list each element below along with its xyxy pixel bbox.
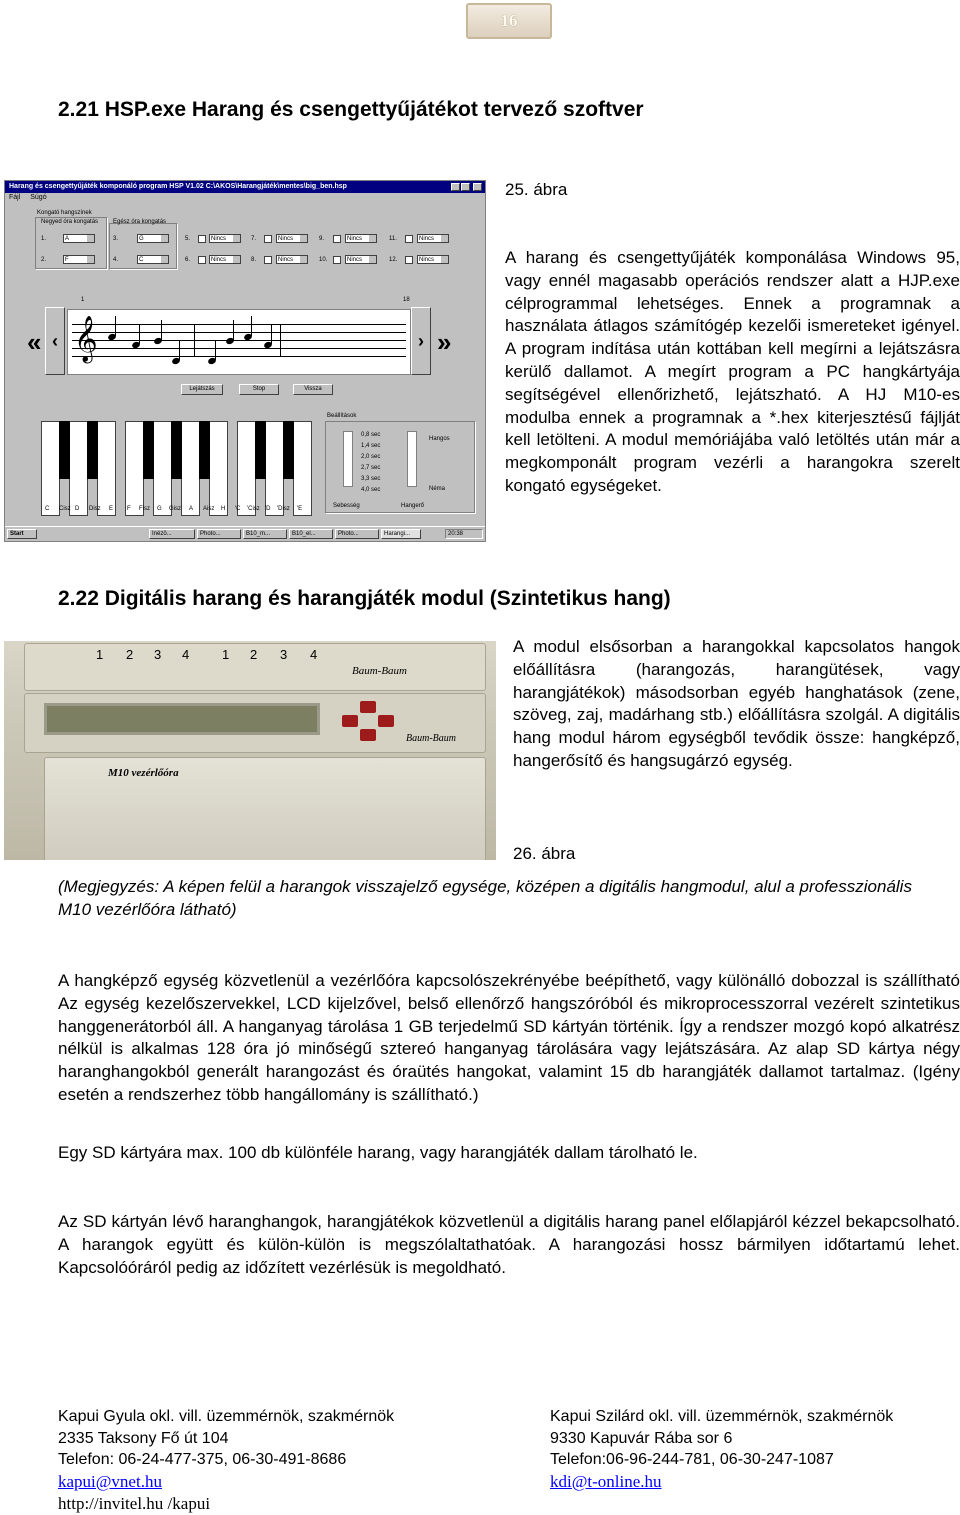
photo-brand: Baum-Baum	[352, 665, 407, 677]
down-button	[360, 729, 376, 741]
back-button[interactable]: Vissza	[293, 384, 333, 395]
photo-label: 3	[154, 647, 162, 662]
slot-select[interactable]: Nincs	[345, 255, 377, 264]
key-label: Gisz	[169, 506, 181, 512]
photo-label: 2	[250, 647, 258, 662]
stop-button[interactable]: Stop	[239, 384, 279, 395]
measure-end: 18	[403, 297, 410, 303]
group1-title: Kongató hangszínek	[37, 210, 92, 216]
slot-select[interactable]: Nincs	[417, 234, 449, 243]
slot-select[interactable]: F	[63, 255, 95, 264]
photo-label: 1	[222, 647, 230, 662]
close-icon[interactable]	[473, 183, 482, 191]
page-number: 16	[500, 11, 518, 30]
slot-num: 12.	[389, 257, 398, 263]
slot-select[interactable]: Nincs	[209, 255, 241, 264]
footer-left	[58, 1406, 528, 1515]
slot-num: 1.	[41, 236, 47, 242]
slot-checkbox[interactable]	[264, 256, 272, 264]
speed-slider[interactable]	[343, 431, 353, 487]
footer-right-address: 9330 Kapuvár Rába sor 6	[550, 1429, 733, 1447]
section1-paragraph: A harang és csengettyűjáték komponálása Windows 95, vagy ennél magasabb operációs rendszer alatt a HJP.exe célprogrammal lehetséges. Ennek a programnak a használata átlagos számítógép kezelői ismereteket igényel. A program indítása után kottában kell megírni a lejátszásra kerülő dallamot. A megírt program a PC hangkártyája segítségével ellenőrizhető, lejátszható. A HJ M10-es modulba ennek a programnak a *.hex kiterjesztésű fájlját kell letölteni. A modul memóriájába való letöltés után már a megkomponált program vezérli a harangokra szerelt kongató egységeket.	[505, 248, 960, 495]
slot-num: 5.	[185, 236, 191, 242]
section-heading-2-21: 2.21 HSP.exe Harang és csengettyűjátékot tervező szoftver	[58, 98, 644, 121]
slot-checkbox[interactable]	[405, 256, 413, 264]
slot-checkbox[interactable]	[333, 235, 341, 243]
figure-25-caption: 25. ábra	[505, 180, 568, 199]
taskbar-item[interactable]: B10_m...	[243, 529, 287, 539]
loud-label: Hangos	[429, 436, 450, 442]
time-label: 0,8 sec	[361, 432, 381, 438]
slot-num: 2.	[41, 257, 47, 263]
slot-select[interactable]: C	[137, 255, 169, 264]
slot-num: 11.	[389, 236, 397, 242]
key-label: G	[157, 506, 162, 512]
paragraph-sd-max: Egy SD kártyára max. 100 db különféle harang, vagy harangjáték dallam tárolható le.	[58, 1143, 698, 1162]
key-label: F	[127, 506, 131, 512]
key-label: E	[109, 506, 114, 512]
menu-file[interactable]: Fájl	[9, 194, 21, 201]
time-label: 4,0 sec	[361, 487, 381, 493]
start-button[interactable]: Start	[7, 529, 37, 539]
slot-select[interactable]: Nincs	[417, 255, 449, 264]
window-title: Harang és csengettyűjáték komponáló program HSP V1.02 C:\AKOS\Harangjáték\mentes\big_ben.hsp	[9, 183, 347, 190]
photo-label: 1	[96, 647, 104, 662]
slot-checkbox[interactable]	[405, 235, 413, 243]
photo-brand-2: Baum-Baum	[406, 733, 456, 744]
key-label: Cisz	[59, 506, 71, 512]
key-label: 'C	[235, 506, 241, 512]
menubar	[5, 193, 485, 203]
slot-select[interactable]: Nincs	[276, 234, 308, 243]
photo-label: 4	[182, 647, 190, 662]
slot-select[interactable]: A	[63, 234, 95, 243]
slot-num: 4.	[113, 257, 119, 263]
key-label: Disz	[89, 506, 101, 512]
slot-select[interactable]: Nincs	[209, 234, 241, 243]
taskbar	[5, 526, 485, 541]
slot-checkbox[interactable]	[198, 235, 206, 243]
photo-label: 2	[126, 647, 134, 662]
photo-device-label: M10 vezérlőóra	[108, 767, 179, 779]
slot-num: 3.	[113, 236, 119, 242]
play-button[interactable]: Lejátszás	[181, 384, 223, 395]
key-label: Aisz	[203, 506, 215, 512]
footer-right-name: Kapui Szilárd okl. vill. üzemmérnök, szakmérnök	[550, 1408, 894, 1425]
fast-back-icon[interactable]: «	[27, 327, 42, 357]
volume-slider[interactable]	[407, 431, 417, 487]
device-photo	[4, 641, 496, 860]
time-label: 3,3 sec	[361, 476, 381, 482]
footer-left-url[interactable]: http://invitel.hu /kapui	[58, 1494, 211, 1513]
taskbar-item[interactable]: Photo...	[335, 529, 379, 539]
footer-left-email[interactable]: kapui@vnet.hu	[58, 1471, 162, 1491]
next-icon[interactable]: ›	[411, 307, 431, 375]
key-label: 'E	[297, 506, 303, 512]
time-label: 2,0 sec	[361, 454, 381, 460]
group1-subtitle: Negyed óra kongatás	[41, 219, 99, 225]
paragraph-sd-haranghangok: Az SD kártyán lévő haranghangok, harangjátékok közvetlenül a digitális harang panel előlapjáról kézzel bekapcsolható. A harangok együtt és külön-külön is megszólaltathatóak. A harangozási hossz bármilyen időtartamú lehet. Kapcsolóóráról pedig az időzített vezérlésük is megoldható.	[58, 1212, 960, 1277]
left-button	[342, 715, 358, 727]
slot-num: 6.	[185, 257, 191, 263]
key-label: 'Disz	[277, 506, 290, 512]
settings-title: Beállítások	[327, 413, 357, 419]
slot-select[interactable]: Nincs	[276, 255, 308, 264]
group2-subtitle: Egész óra kongatás	[113, 219, 167, 225]
right-button	[378, 715, 394, 727]
photo-label: 4	[310, 647, 318, 662]
speed-label: Sebesség	[333, 503, 360, 509]
footer-left-address: 2335 Taksony Fő út 104	[58, 1429, 229, 1447]
section-heading-2-22: 2.22 Digitális harang és harangjáték modul (Szintetikus hang)	[58, 587, 671, 610]
treble-clef-icon: 𝄞	[74, 316, 98, 362]
key-label: H	[221, 506, 226, 512]
measure-start: 1	[81, 297, 85, 303]
piano-keyboard[interactable]	[41, 421, 321, 516]
slot-select[interactable]: Nincs	[345, 234, 377, 243]
key-label: Fisz	[139, 506, 150, 512]
figure-note: (Megjegyzés: A képen felül a harangok visszajelző egysége, középen a digitális hangmodul, alul a professzionális M10 vezérlőóra látható)	[58, 877, 912, 919]
maximize-icon[interactable]	[461, 183, 470, 191]
volume-label: Hangerő	[401, 503, 425, 509]
footer-left-name: Kapui Gyula okl. vill. üzemmérnök, szakmérnök	[58, 1408, 395, 1425]
footer-right-email[interactable]: kdi@t-online.hu	[550, 1471, 662, 1491]
key-label: C	[45, 506, 50, 512]
key-label: A	[189, 506, 194, 512]
footer-right	[550, 1406, 955, 1493]
footer-left-phone: Telefon: 06-24-477-375, 06-30-491-8686	[58, 1451, 347, 1468]
paragraph-hangkepzo: A hangképző egység közvetlenül a vezérlőóra kapcsolószekrényébe beépíthető, vagy különálló dobozzal is szállítható Az egység kezelőszervekkel, LCD kijelzővel, belső ellenőrző hangszóróból és mikroprocesszorral vezérelt szintetikus hanggenerátorból áll. A hanganyag tárolása 1 GB terjedelmű SD kártyán történik. Így a rendszer mozgó kopó alkatrész nélkül is alkalmas 128 óra jó minőségű sztereó hanganyag tárolására vagy lejátszására. Az alap SD kártya négy haranghangokból generált harangozást és óraütés hangokat, valamint 15 db harangjáték dallamot tartalmaz. (Igény esetén a rendszerhez több hangállomány is szállítható.)	[58, 971, 960, 1104]
slot-select[interactable]: G	[137, 234, 169, 243]
figure-26-caption: 26. ábra	[513, 844, 576, 863]
key-label: D	[75, 506, 80, 512]
slot-num: 10.	[319, 257, 328, 263]
taskbar-clock: 20:38	[445, 529, 483, 539]
slot-checkbox[interactable]	[264, 235, 272, 243]
photo-label: 3	[280, 647, 288, 662]
slot-num: 9.	[319, 236, 325, 242]
time-label: 1,4 sec	[361, 443, 381, 449]
minimize-icon[interactable]	[451, 183, 460, 191]
slot-num: 7.	[251, 236, 257, 242]
prev-icon[interactable]: ‹	[45, 307, 65, 375]
music-staff[interactable]	[67, 309, 411, 375]
time-label: 2,7 sec	[361, 465, 381, 471]
window-titlebar	[5, 181, 485, 193]
footer-right-phone: Telefon:06-96-244-781, 06-30-247-1087	[550, 1451, 834, 1468]
key-label: 'Cisz	[247, 506, 260, 512]
lcd-display	[44, 703, 320, 735]
fast-forward-icon[interactable]: »	[437, 327, 452, 357]
page-number-badge	[466, 3, 552, 39]
slot-checkbox[interactable]	[198, 256, 206, 264]
menu-help[interactable]: Súgó	[30, 194, 47, 201]
hsp-screenshot	[4, 180, 486, 542]
taskbar-item[interactable]: Photo...	[197, 529, 241, 539]
taskbar-item[interactable]: B10_el...	[289, 529, 333, 539]
up-button	[360, 701, 376, 713]
slot-checkbox[interactable]	[333, 256, 341, 264]
slot-num: 8.	[251, 257, 257, 263]
mute-label: Néma	[429, 486, 446, 492]
taskbar-item[interactable]: Inézö...	[149, 529, 195, 539]
key-label: 'D	[265, 506, 271, 512]
section2-intro: A modul elsősorban a harangokkal kapcsolatos hangok előállításra (harangozás, harangütések, vagy harangjátékok) másodsorban egyéb hanghatások (zene, szöveg, zaj, madárhang stb.) előállításra szolgál. A digitális hang modul három egységből tevődik össze: hangképző, hangerősítő és hangsugárzó egység.	[513, 637, 960, 770]
taskbar-item[interactable]: Harangi...	[381, 529, 421, 539]
